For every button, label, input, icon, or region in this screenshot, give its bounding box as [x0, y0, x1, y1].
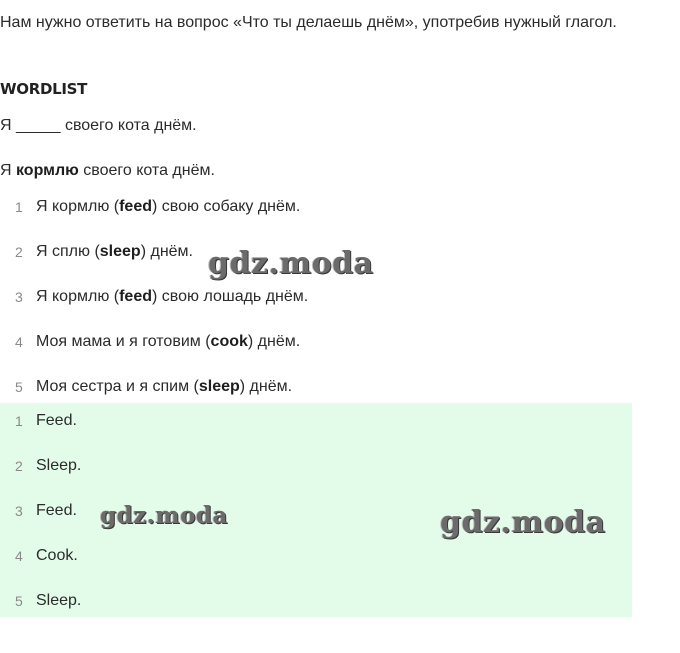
answer-number: 1: [15, 413, 23, 429]
answer-item: [0, 501, 81, 546]
task-number: 3: [15, 289, 23, 305]
example-verb: кормлю: [16, 162, 79, 179]
task-text-after: ) свою собаку днём.: [152, 198, 301, 215]
task-word: feed: [119, 288, 152, 305]
task-text: [36, 332, 300, 352]
task-text: [36, 377, 292, 397]
task-text-before: Моя мама и я готовим (: [36, 333, 211, 350]
task-text-after: ) днём.: [140, 243, 193, 260]
answer-number: 5: [15, 593, 23, 609]
intro-text: Нам нужно ответить на вопрос «Что ты делаешь днём», употребив нужный глагол.: [0, 14, 617, 31]
task-text-after: ) днём.: [239, 378, 293, 395]
task-word: sleep: [198, 378, 240, 395]
answer-number: 2: [15, 458, 23, 474]
answer-text: Cook.: [36, 547, 78, 564]
example-filled-sentence: [0, 162, 215, 180]
task-item: [0, 287, 660, 332]
example-suffix: своего кота днём.: [78, 162, 215, 179]
watermark-logo: gdz.moda: [100, 502, 228, 529]
wordlist-heading: WORDLIST: [0, 80, 88, 98]
answer-item: [0, 546, 81, 591]
task-number: 1: [15, 199, 23, 215]
task-number: 4: [15, 334, 23, 350]
watermark-logo: gdz.moda: [440, 505, 606, 540]
task-number: 5: [15, 379, 23, 395]
example-prefix: Я: [0, 162, 16, 179]
task-text-after: ) свою лошадь днём.: [152, 288, 309, 305]
answer-item: [0, 411, 81, 456]
task-text-before: Моя сестра и я спим (: [36, 378, 199, 395]
example-blank-sentence: Я _____ своего кота днём.: [0, 117, 197, 134]
answer-number: 4: [15, 548, 23, 564]
answer-text: Sleep.: [36, 457, 82, 474]
task-text-after: ) днём.: [247, 333, 301, 350]
answer-item: [0, 456, 81, 501]
watermark-logo: gdz.moda: [208, 246, 374, 281]
answer-text: Sleep.: [36, 592, 82, 609]
task-text: [36, 287, 308, 307]
task-item: [0, 197, 660, 242]
task-item: [0, 332, 660, 377]
answer-text: Feed.: [36, 412, 77, 429]
answer-item: [0, 591, 81, 636]
task-text-before: Я кормлю (: [36, 198, 120, 215]
task-text: [36, 197, 300, 217]
task-word: cook: [210, 333, 248, 350]
answer-list: [0, 411, 81, 636]
task-word: sleep: [99, 243, 141, 260]
task-list: [0, 197, 660, 422]
task-text-before: Я кормлю (: [36, 288, 120, 305]
answer-text: Feed.: [36, 502, 77, 519]
answer-number: 3: [15, 503, 23, 519]
task-number: 2: [15, 244, 23, 260]
task-text-before: Я сплю (: [36, 243, 100, 260]
task-word: feed: [119, 198, 152, 215]
task-text: [36, 242, 193, 262]
